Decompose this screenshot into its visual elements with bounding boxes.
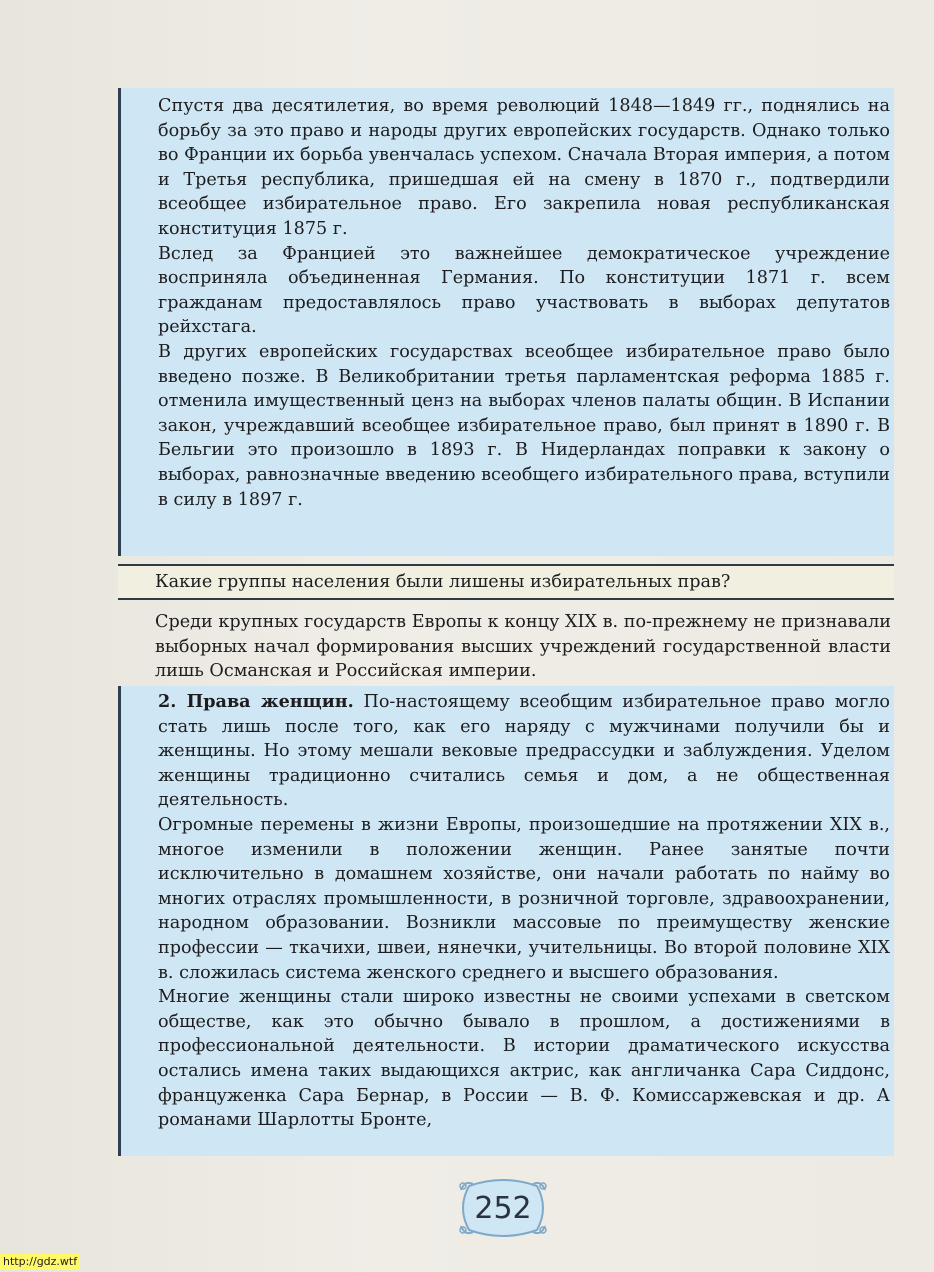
paragraph-revolutions: Спустя два десятилетия, во время революций 1848—1849 гг., поднялись на борьбу за это право и народы других европейских государств. Однако только во Франции их борьба увенчалась успехом. Сначала Вторая империя, а потом и Третья республика, пришедшая ей на смену в 1870 г., подтвердили всеобщее избирательное право. Его закрепила новая республиканская конституция 1875 г. (158, 96, 890, 239)
review-question-text: Какие группы населения были лишены избирательных прав? (155, 572, 731, 592)
paragraph-famous-women: Многие женщины стали широко известны не своими успехами в светском обществе, как это обычно бывало в прошлом, а достижениями в профессиональной деятельности. В истории драматического искусства остались имена таких выдающихся актрис, как англичанка Сара Сиддонс, француженка Сара Бернар, в России — В. Ф. Комиссаржевская и др. А романами Шарлотты Бронте, (158, 987, 890, 1131)
paragraph-other-states: В других европейских государствах всеобщее избирательное право было введено позже. В Великобритании третья парламентская реформа 1885 г. отменила имущественный ценз на выборах членов палаты общин. В Испании закон, учреждавший всеобщее избирательное право, был принят в 1890 г. В Бельгии это произошло в 1893 г. В Нидерландах поправки к закону о выборах, равнозначные введению всеобщего избирательного права, вступили в силу в 1897 г. (158, 341, 890, 510)
paragraph-empires (155, 610, 891, 684)
highlighted-block-women-rights (118, 686, 894, 1156)
paragraph-empires-text: Среди крупных государств Европы к концу XIX в. по-прежнему не признавали выборных начал формирования высших учреждений государственной власти лишь Османская и Российская империи. (155, 612, 891, 682)
section-heading: 2. Права женщин. (158, 691, 354, 712)
paragraph-women-intro (158, 690, 890, 813)
watermark-link[interactable]: http://gdz.wtf (0, 1254, 80, 1270)
review-question (118, 564, 894, 600)
page-number: 252 (474, 1190, 532, 1226)
highlighted-block-suffrage (118, 88, 894, 556)
paragraph-women-intro-text: По-настоящему всеобщим избирательное право могло стать лишь после того, как его наряду с мужчинами получили бы и женщины. Но этому мешали вековые предрассудки и заблуждения. Уделом женщины традиционно считались семья и дом, а не общественная деятельность. (158, 692, 890, 811)
paragraph-germany: Вслед за Францией это важнейшее демократическое учреждение восприняла объединенная Германия. По конституции 1871 г. всем гражданам предоставлялось право участвовать в выборах депутатов рейхстага. (158, 243, 890, 338)
page-number-badge (455, 1176, 551, 1240)
paragraph-changes: Огромные перемены в жизни Европы, произошедшие на протяжении XIX в., многое изменили в положении женщин. Ранее занятые почти исключительно в домашнем хозяйстве, они начали работать по найму во многих отраслях промышленности, в розничной торговле, здравоохранении, народном образовании. Возникли массовые по преимуществу женские профессии — ткачихи, швеи, нянечки, учительницы. Во второй половине XIX в. сложилась система женского среднего и высшего образования. (158, 814, 890, 983)
